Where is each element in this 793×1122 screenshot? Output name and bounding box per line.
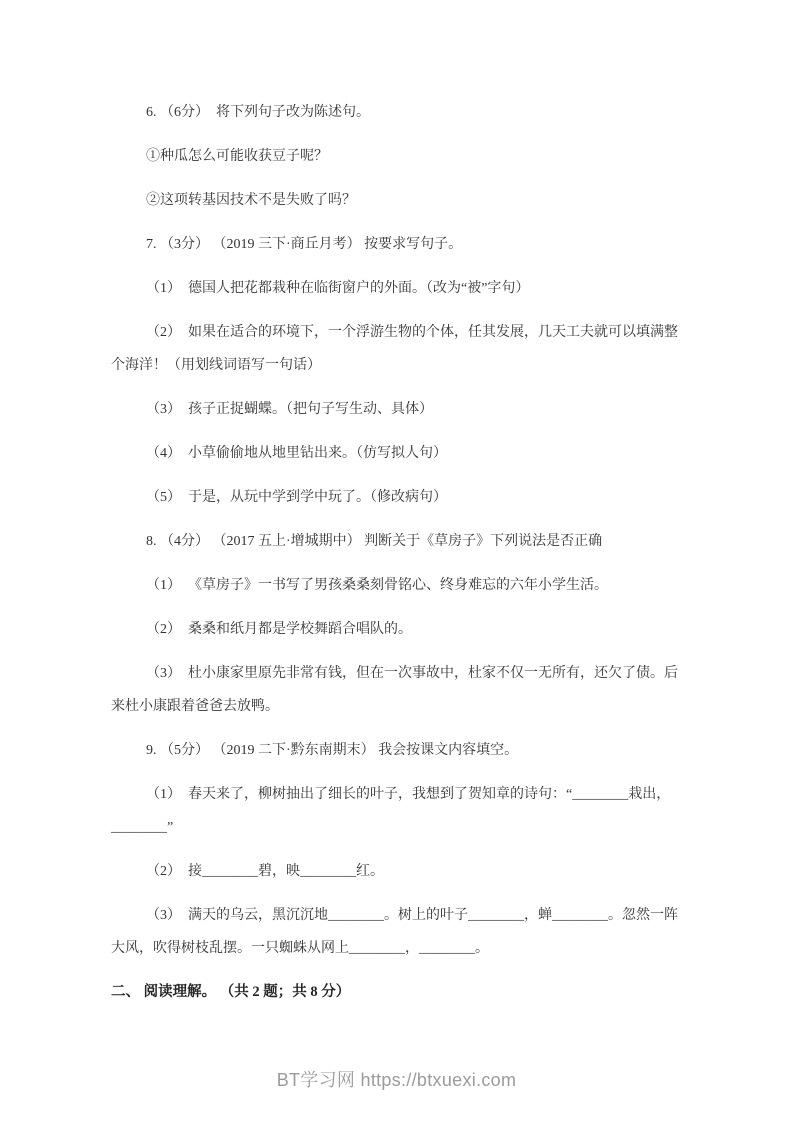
section-2-heading: 二、 阅读理解。 （共 2 题；共 8 分） — [111, 984, 351, 1000]
question-8-item-3: （3） 杜小康家里原先非常有钱，但在一次事故中，杜家不仅一无所有，还欠了债。后来杜小康跟着爸爸去放鸭。 — [111, 666, 678, 714]
question-7-item-1: （1） 德国人把花都栽种在临街窗户的外面。（改为“被”字句） — [146, 281, 530, 296]
question-7-item-3: （3） 孩子正捉蝴蝶。（把句子写生动、具体） — [146, 402, 433, 417]
question-6-header: 6. （6分） 将下列句子改为陈述句。 — [146, 105, 370, 120]
question-7-item-5: （5） 于是，从玩中学到学中玩了。（修改病句） — [146, 490, 447, 505]
question-7-header: 7. （3分） （2019 三下·商丘月考） 按要求写句子。 — [146, 237, 463, 252]
question-8-header: 8. （4分） （2017 五上·增城期中） 判断关于《草房子》下列说法是否正确 — [146, 534, 603, 549]
question-7-item-2: （2） 如果在适合的环境下，一个浮游生物的个体，任其发展，几天工夫就可以填满整个海洋！（用划线词语写一句话） — [111, 325, 678, 373]
document-body — [111, 96, 691, 1009]
question-6-item-1: ①种瓜怎么可能收获豆子呢？ — [146, 149, 328, 164]
question-9-item-3: （3） 满天的乌云，黑沉沉地________。树上的叶子________，蝉________。忽然一阵大风，吹得树枝乱摆。一只蜘蛛从网上________，________。 — [111, 908, 678, 956]
question-8-item-2: （2） 桑桑和纸月都是学校舞蹈合唱队的。 — [146, 622, 412, 637]
footer — [0, 1066, 793, 1092]
question-9-item-1: （1） 春天来了，柳树抽出了细长的叶子，我想到了贺知章的诗句：“________栽出，________” — [111, 787, 671, 835]
question-8-item-1: （1） 《草房子》一书写了男孩桑桑刻骨铭心、终身难忘的六年小学生活。 — [146, 578, 608, 593]
question-7-item-4: （4） 小草偷偷地从地里钻出来。（仿写拟人句） — [146, 446, 447, 461]
footer-watermark-link[interactable]: BT学习网 https://btxuexi.com — [276, 1070, 517, 1090]
question-6-item-2: ②这项转基因技术不是失败了吗？ — [146, 193, 356, 208]
question-9-item-2: （2） 接________碧，映________红。 — [146, 864, 384, 879]
question-9-header: 9. （5分） （2019 二下·黔东南期末） 我会按课文内容填空。 — [146, 743, 519, 758]
